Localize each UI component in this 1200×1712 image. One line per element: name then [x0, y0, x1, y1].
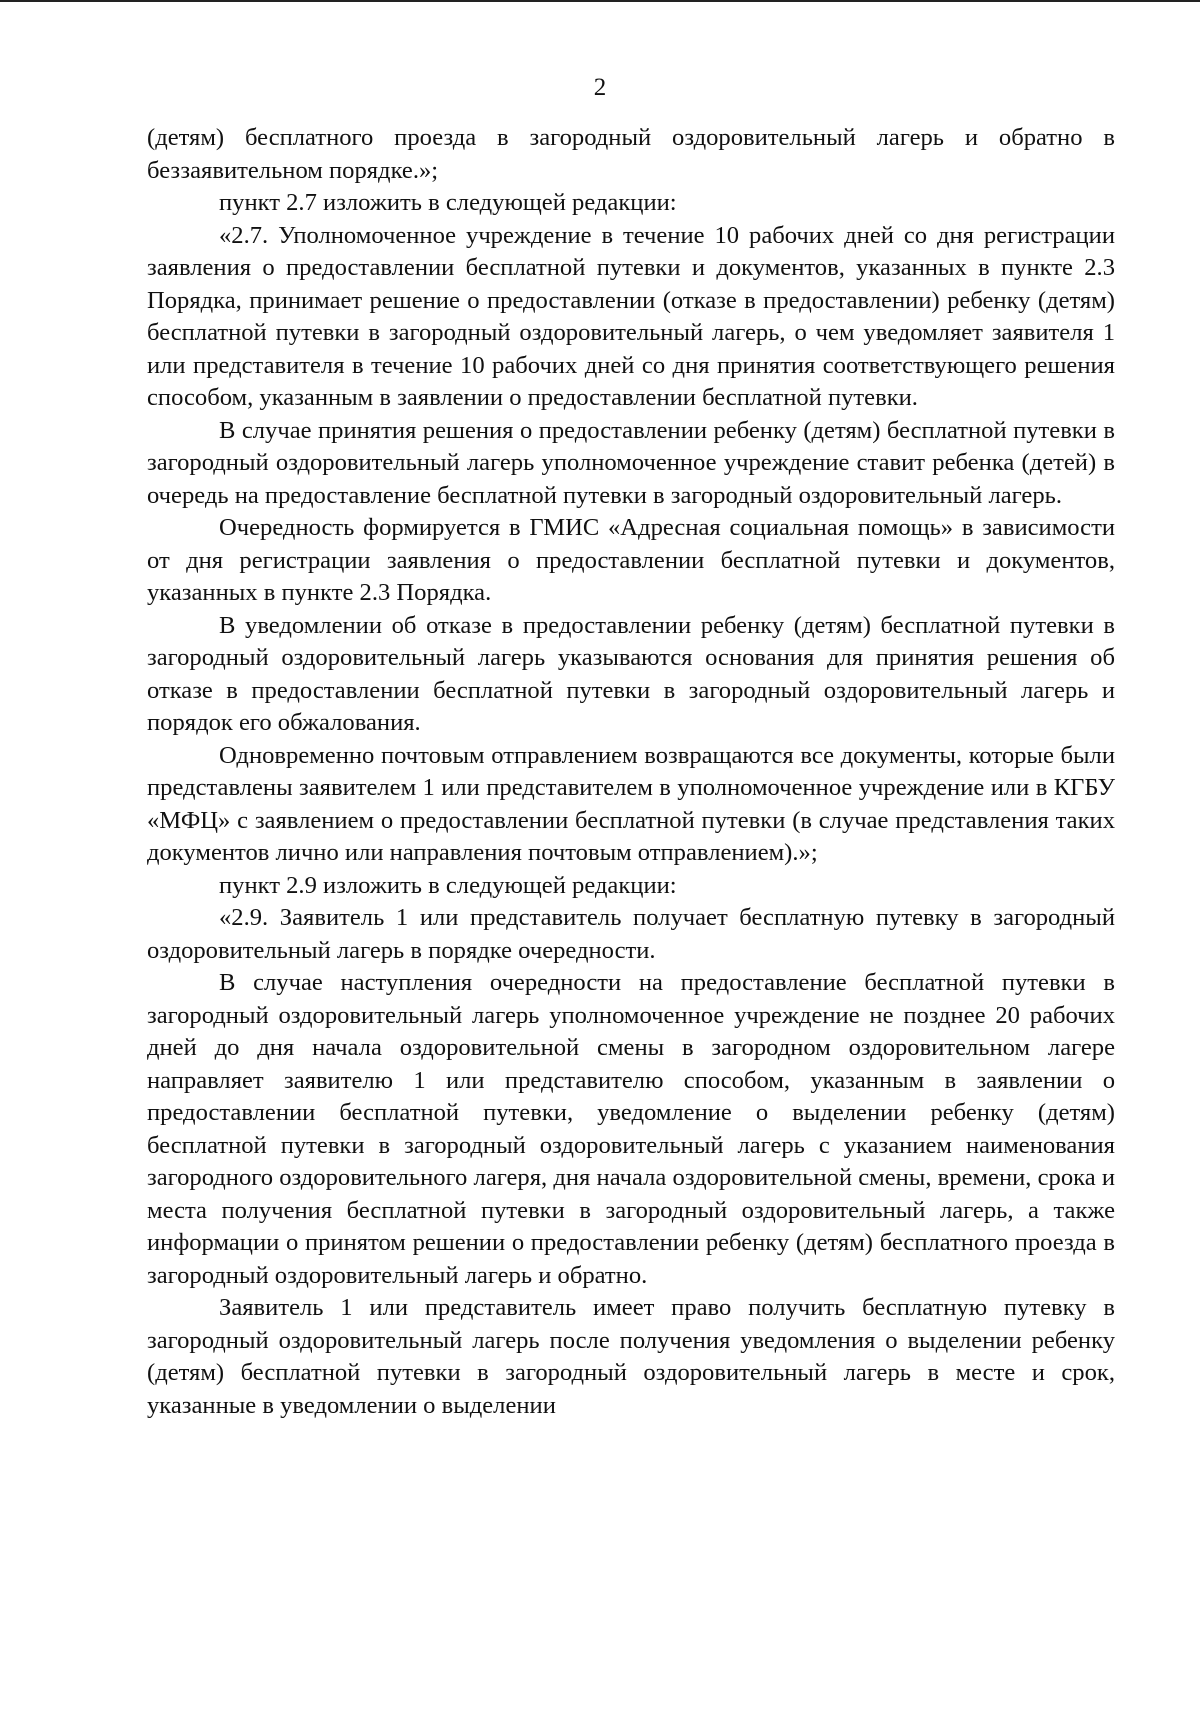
paragraph: (детям) бесплатного проезда в загородный оздоровительный лагерь и обратно в беззаявительном порядке.»; — [147, 124, 1115, 184]
document-body — [147, 122, 1115, 1422]
paragraph: В случае наступления очередности на предоставление бесплатной путевки в загородный оздоровительный лагерь уполномоченное учреждение не позднее 20 рабочих дней до дня начала оздоровительной смены в загородном оздоровительном лагере направляет заявителю 1 или представителю способом, указанным в заявлении о предоставлении бесплатной путевки, уведомление о выделении ребенку (детям) бесплатной путевки в загородный оздоровительный лагерь с указанием наименования загородного оздоровительного лагеря, дня начала оздоровительной смены, времени, срока и места получения бесплатной путевки в загородный оздоровительный лагерь, а также информации о принятом решении о предоставлении ребенку (детям) бесплатного проезда в загородный оздоровительный лагерь и обратно. — [147, 969, 1115, 1289]
paragraph: «2.7. Уполномоченное учреждение в течение 10 рабочих дней со дня регистрации заявления о предоставлении бесплатной путевки и документов, указанных в пункте 2.3 Порядка, принимает решение о предоставлении (отказе в предоставлении) ребенку (детям) бесплатной путевки в загородный оздоровительный лагерь, о чем уведомляет заявителя 1 или представителя в течение 10 рабочих дней со дня принятия соответствующего решения способом, указанным в заявлении о предоставлении бесплатной путевки. — [147, 221, 1115, 411]
paragraph: В случае принятия решения о предоставлении ребенку (детям) бесплатной путевки в загородный оздоровительный лагерь уполномоченное учреждение ставит ребенка (детей) в очередь на предоставление бесплатной путевки в загородный оздоровительный лагерь. — [147, 416, 1115, 509]
paragraph: Заявитель 1 или представитель имеет право получить бесплатную путевку в загородный оздоровительный лагерь после получения уведомления о выделении ребенку (детям) бесплатной путевки в загородный оздоровительный лагерь в месте и срок, указанные в уведомлении о выделении — [147, 1294, 1115, 1419]
paragraph: В уведомлении об отказе в предоставлении ребенку (детям) бесплатной путевки в загородный оздоровительный лагерь указываются основания для принятия решения об отказе в предоставлении бесплатной путевки в загородный оздоровительный лагерь и порядок его обжалования. — [147, 611, 1115, 736]
page-number: 2 — [593, 74, 607, 101]
scan-top-edge — [0, 0, 1200, 2]
paragraph: «2.9. Заявитель 1 или представитель получает бесплатную путевку в загородный оздоровительный лагерь в порядке очередности. — [147, 904, 1115, 964]
paragraph: пункт 2.9 изложить в следующей редакции: — [219, 871, 677, 899]
paragraph: пункт 2.7 изложить в следующей редакции: — [219, 189, 677, 216]
paragraph: Очередность формируется в ГМИС «Адресная социальная помощь» в зависимости от дня регистрации заявления о предоставлении бесплатной путевки и документов, указанных в пункте 2.3 Порядка. — [147, 514, 1115, 606]
paragraph: Одновременно почтовым отправлением возвращаются все документы, которые были представлены заявителем 1 или представителем в уполномоченное учреждение или в КГБУ «МФЦ» с заявлением о предоставлении бесплатной путевки (в случае представления таких документов лично или направления почтовым отправлением).»; — [147, 741, 1115, 866]
